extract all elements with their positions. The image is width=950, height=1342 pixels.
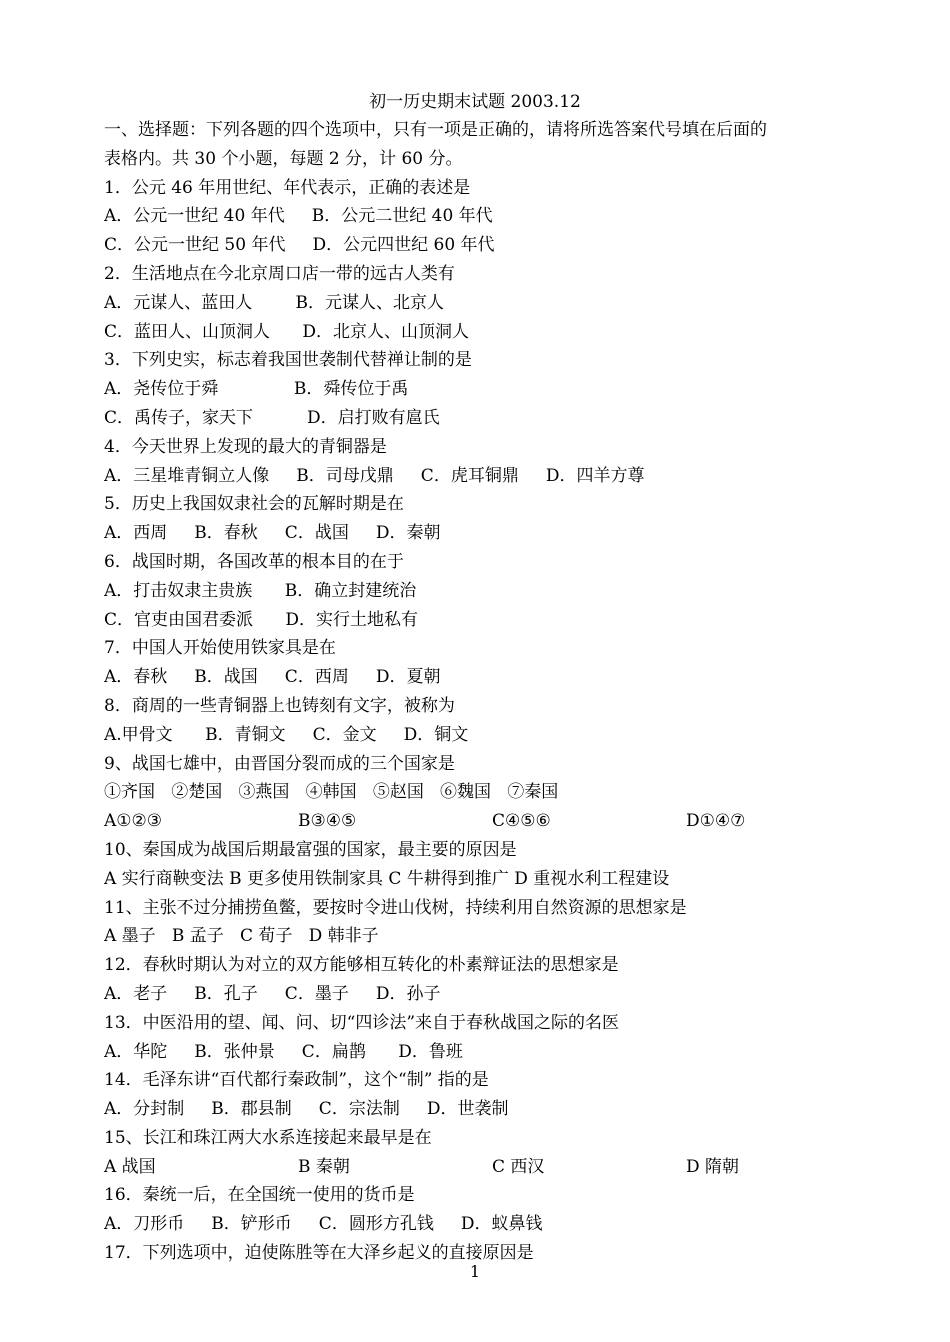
question-2-options-cd: C．蓝田人、山顶洞人 D．北京人、山顶洞人 xyxy=(104,321,470,342)
question-9-option-c: C④⑤⑥ xyxy=(492,811,551,832)
question-11-options: A 墨子 B 孟子 C 荀子 D 韩非子 xyxy=(104,926,379,947)
question-11: 11、主张不过分捕捞鱼鳖，要按时令进山伐树，持续利用自然资源的思想家是 xyxy=(104,897,687,918)
question-2-options-ab: A．元谋人、蓝田人 B．元谋人、北京人 xyxy=(104,292,444,313)
question-3: 3．下列史实，标志着我国世袭制代替禅让制的是 xyxy=(104,350,472,371)
question-14: 14．毛泽东讲“百代都行秦政制”，这个“制” 指的是 xyxy=(104,1070,489,1091)
question-6-options-cd: C．官吏由国君委派 D．实行土地私有 xyxy=(104,609,419,630)
question-15-option-d: D 隋朝 xyxy=(686,1156,740,1177)
question-15: 15、长江和珠江两大水系连接起来最早是在 xyxy=(104,1127,432,1148)
section-instruction-line-2: 表格内。共 30 个小题，每题 2 分，计 60 分。 xyxy=(104,148,463,169)
question-1-options-cd: C．公元一世纪 50 年代 D．公元四世纪 60 年代 xyxy=(104,235,495,256)
question-9-options xyxy=(104,807,864,836)
question-17: 17．下列选项中，迫使陈胜等在大泽乡起义的直接原因是 xyxy=(104,1243,534,1264)
question-1: 1．公元 46 年用世纪、年代表示，正确的表述是 xyxy=(104,177,471,198)
question-4-options: A．三星堆青铜立人像 B．司母戊鼎 C．虎耳铜鼎 D．四羊方尊 xyxy=(104,465,645,486)
question-3-options-cd: C．禹传子，家天下 D．启打败有扈氏 xyxy=(104,407,440,428)
section-instruction-line-1: 一、选择题：下列各题的四个选项中，只有一项是正确的，请将所选答案代号填在后面的 xyxy=(104,120,767,140)
question-9-option-b: B③④⑤ xyxy=(298,811,357,832)
question-6-options-ab: A．打击奴隶主贵族 B．确立封建统治 xyxy=(104,580,417,601)
question-5: 5．历史上我国奴隶社会的瓦解时期是在 xyxy=(104,494,404,515)
question-10: 10、秦国成为战国后期最富强的国家，最主要的原因是 xyxy=(104,839,517,860)
question-12-options: A．老子 B．孔子 C．墨子 D．孙子 xyxy=(104,983,441,1004)
question-12: 12．春秋时期认为对立的双方能够相互转化的朴素辩证法的思想家是 xyxy=(104,955,619,976)
question-8: 8．商周的一些青铜器上也铸刻有文字，被称为 xyxy=(104,695,455,716)
question-13: 13．中医沿用的望、闻、问、切“四诊法”来自于春秋战国之际的名医 xyxy=(104,1012,620,1033)
question-3-options-ab: A．尧传位于舜 B．舜传位于禹 xyxy=(104,379,409,400)
page-number: 1 xyxy=(469,1262,481,1281)
question-16-options: A．刀形币 B．铲形币 C．圆形方孔钱 D．蚁鼻钱 xyxy=(104,1214,543,1235)
question-15-option-a: A 战国 xyxy=(104,1156,156,1177)
question-4: 4．今天世界上发现的最大的青铜器是 xyxy=(104,436,387,457)
question-5-options: A．西周 B．春秋 C．战国 D．秦朝 xyxy=(104,523,441,544)
question-7: 7．中国人开始使用铁家具是在 xyxy=(104,638,336,659)
question-13-options: A．华陀 B．张仲景 C．扁鹊 D．鲁班 xyxy=(104,1041,463,1062)
question-15-option-b: B 秦朝 xyxy=(298,1156,350,1177)
question-9-option-a: A①②③ xyxy=(104,811,162,832)
question-10-options: A 实行商鞅变法 B 更多使用铁制家具 C 牛耕得到推广 D 重视水利工程建设 xyxy=(104,868,670,889)
question-9-option-d: D①④⑦ xyxy=(686,811,746,832)
question-6: 6．战国时期，各国改革的根本目的在于 xyxy=(104,551,404,572)
question-9-list: ①齐国 ②楚国 ③燕国 ④韩国 ⑤赵国 ⑥魏国 ⑦秦国 xyxy=(104,782,559,803)
question-2: 2．生活地点在今北京周口店一带的远古人类有 xyxy=(104,263,455,284)
question-9: 9、战国七雄中，由晋国分裂而成的三个国家是 xyxy=(104,753,455,774)
exam-title: 初一历史期末试题 2003.12 xyxy=(369,92,581,112)
question-list xyxy=(104,116,864,1268)
question-15-options xyxy=(104,1153,864,1182)
question-8-options: A.甲骨文 B．青铜文 C．金文 D．铜文 xyxy=(104,724,469,745)
question-16: 16．秦统一后，在全国统一使用的货币是 xyxy=(104,1185,415,1206)
question-7-options: A．春秋 B．战国 C．西周 D．夏朝 xyxy=(104,667,441,688)
question-14-options: A．分封制 B．郡县制 C．宗法制 D．世袭制 xyxy=(104,1099,509,1120)
question-1-options-ab: A．公元一世纪 40 年代 B．公元二世纪 40 年代 xyxy=(104,206,493,227)
question-15-option-c: C 西汉 xyxy=(492,1156,545,1177)
